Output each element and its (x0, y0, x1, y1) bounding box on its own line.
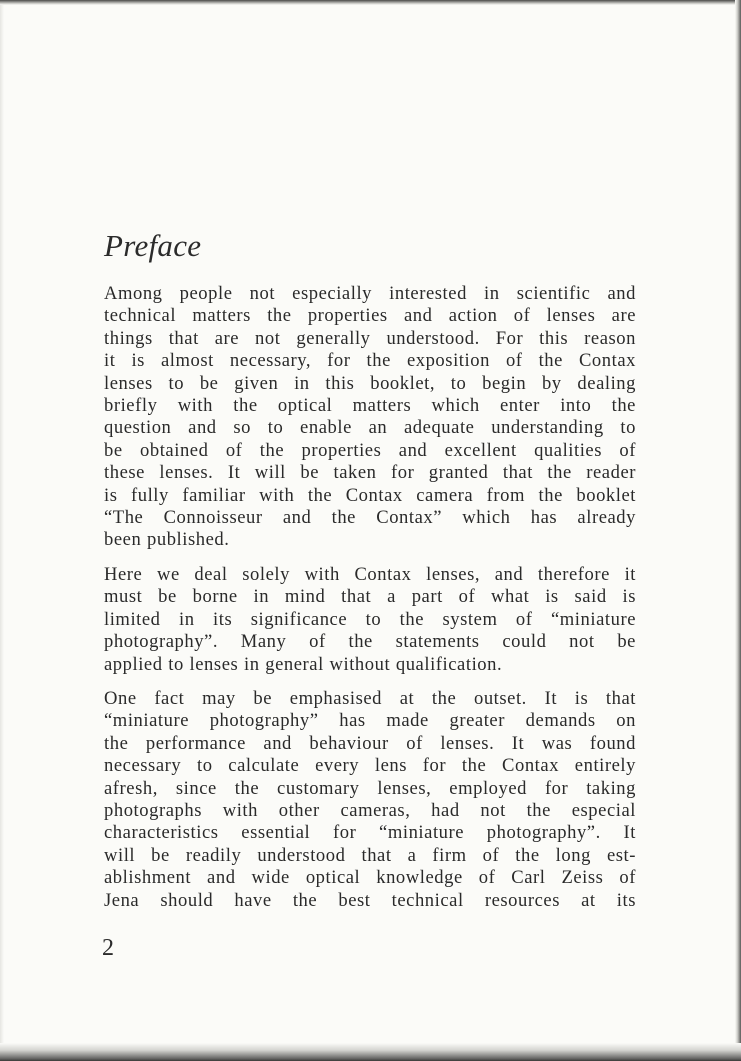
text-line: photographs with other cameras, had not the especial (104, 799, 636, 821)
text-line: will be readily understood that a firm of the long est- (104, 844, 636, 866)
text-line: briefly with the optical matters which enter into the (104, 395, 636, 417)
text-line: these lenses. It will be taken for granted that the reader (104, 462, 636, 484)
text-line: technical matters the properties and action of lenses are (104, 305, 636, 327)
text-line: Among people not especially interested in scientific and (104, 283, 636, 304)
body-text (104, 283, 636, 924)
text-line: characteristics essential for “miniature photography”. It (104, 822, 636, 844)
page-title: Preface (104, 228, 202, 263)
text-line: lenses to be given in this booklet, to begin by dealing (104, 372, 636, 394)
text-line: be obtained of the properties and excellent qualities of (104, 439, 636, 461)
text-line: it is almost necessary, for the exposition of the Contax (104, 350, 636, 372)
text-line: limited in its significance to the system of “miniature (104, 608, 636, 630)
text-line: Jena should have the best technical resources at its (104, 889, 636, 911)
text-line: afresh, since the customary lenses, employed for taking (104, 777, 636, 799)
paragraph-2 (104, 564, 636, 676)
page-fold-shadow (0, 0, 4, 1061)
text-line: ablishment and wide optical knowledge of Carl Zeiss of (104, 867, 636, 889)
text-line: things that are not generally understood. For this reason (104, 327, 636, 349)
paragraph-1 (104, 283, 636, 552)
paragraph-3 (104, 688, 636, 912)
page-bottom-edge (0, 1043, 741, 1061)
page-number: 2 (102, 935, 114, 961)
text-line: applied to lenses in general without qualification. (104, 653, 503, 675)
text-line: must be borne in mind that a part of what is said is (104, 586, 636, 608)
text-line: is fully familiar with the Contax camera from the booklet (104, 484, 636, 506)
page-right-edge (735, 0, 741, 1061)
text-line: necessary to calculate every lens for the Contax entirely (104, 755, 636, 777)
text-line: the performance and behaviour of lenses. It was found (104, 732, 636, 754)
page-top-edge (0, 0, 741, 5)
text-line: photography”. Many of the statements could not be (104, 631, 636, 653)
text-line: “miniature photography” has made greater demands on (104, 710, 636, 732)
text-line: been published. (104, 529, 230, 551)
text-line: “The Connoisseur and the Contax” which has already (104, 507, 636, 529)
text-line: One fact may be emphasised at the outset. It is that (104, 687, 636, 709)
text-line: question and so to enable an adequate understanding to (104, 417, 636, 439)
text-line: Here we deal solely with Contax lenses, and therefore it (104, 563, 636, 585)
